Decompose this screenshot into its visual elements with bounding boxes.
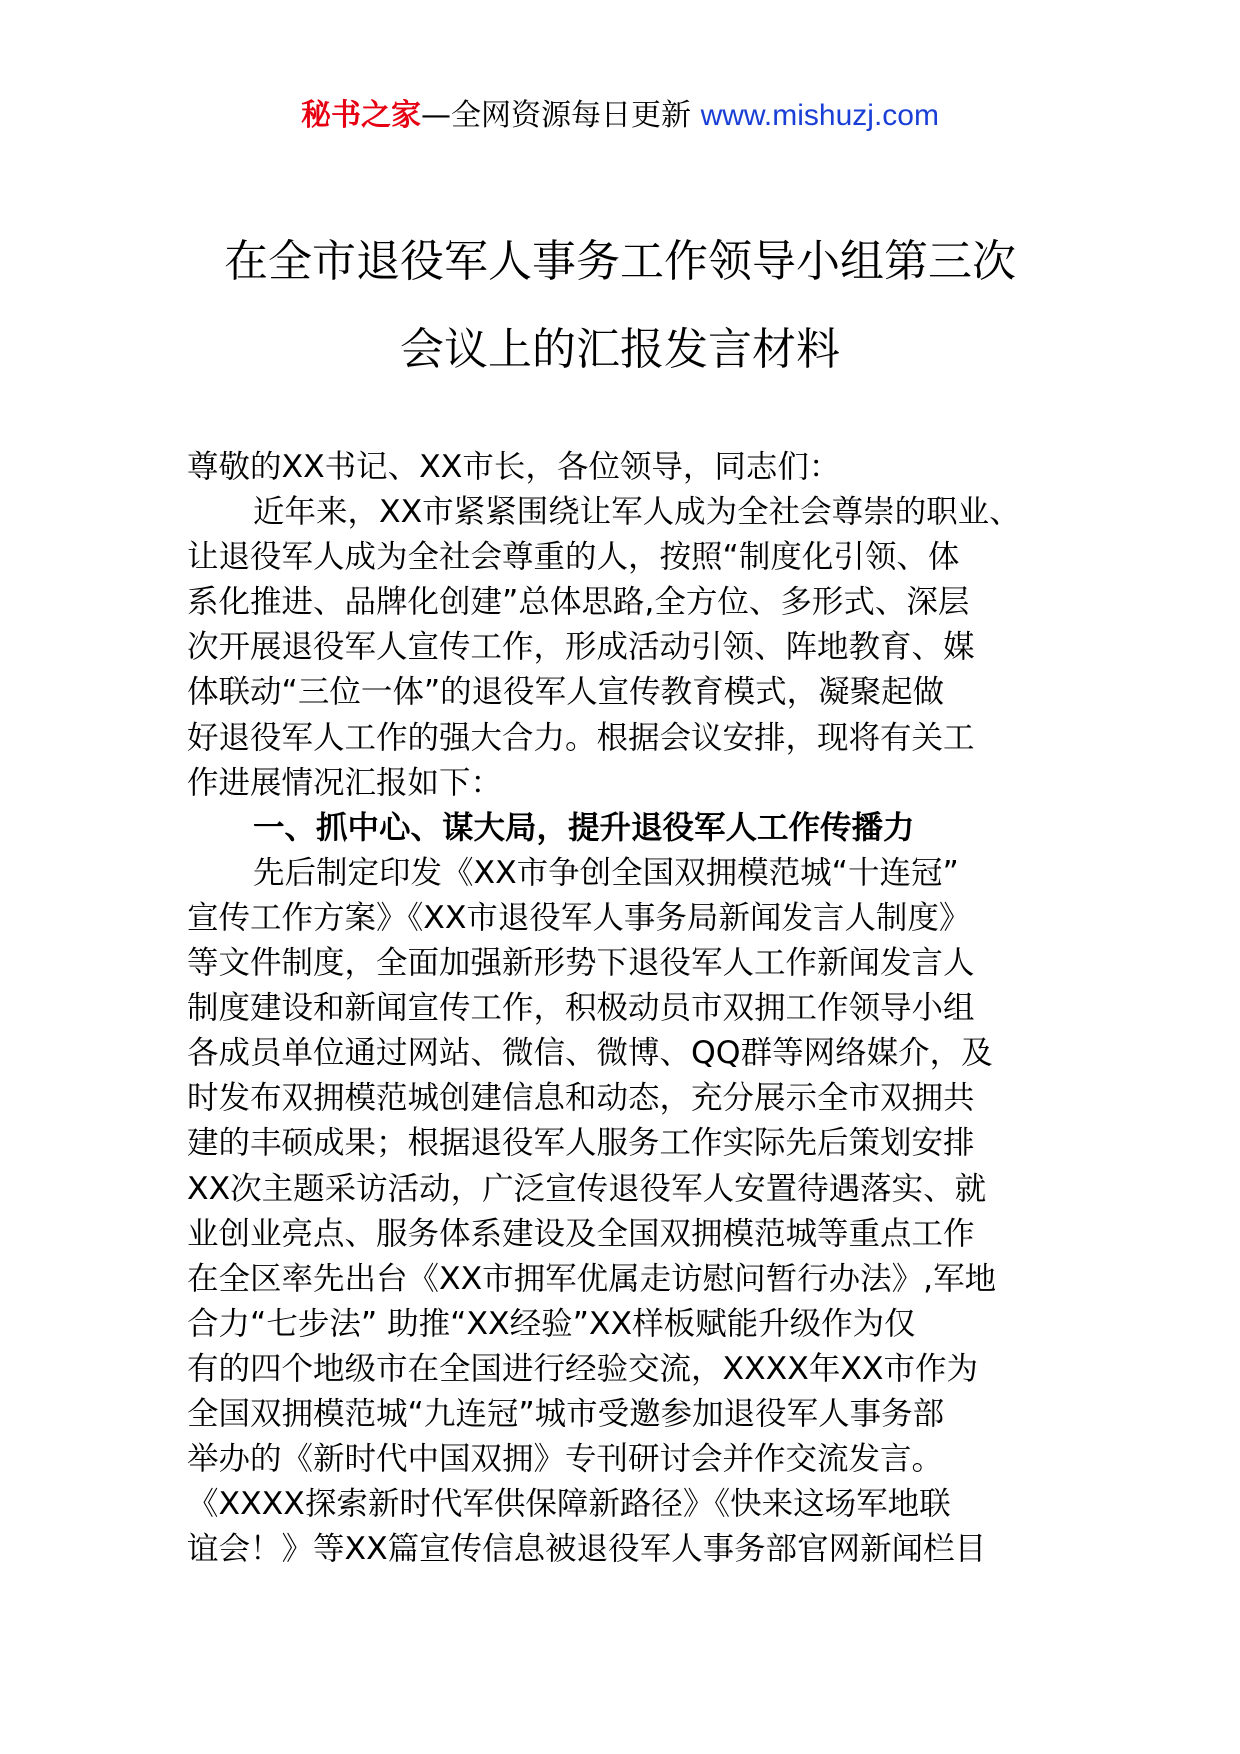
paragraph-line: 各成员单位通过网站、微信、微博、QQ群等网络媒介，及 [187, 1035, 993, 1072]
header-tagline: —全网资源每日更新 [421, 98, 701, 133]
paragraph-line: 好退役军人工作的强大合力。根据会议安排，现将有关工 [187, 719, 975, 756]
paragraph-line: 举办的《新时代中国双拥》专刊研讨会并作交流发言。 [187, 1441, 944, 1478]
paragraph-line: 作进展情况汇报如下： [187, 764, 503, 801]
paragraph-line: 先后制定印发《XX市争创全国双拥模范城“十连冠” [253, 854, 959, 891]
paragraph-line: 全国双拥模范城“九连冠”城市受邀参加退役军人事务部 [187, 1395, 945, 1432]
paragraph-line: 时发布双拥模范城创建信息和动态，充分展示全市双拥共 [187, 1080, 975, 1117]
paragraph-line: 制度建设和新闻宣传工作，积极动员市双拥工作领导小组 [187, 990, 975, 1027]
paragraph-line: 有的四个地级市在全国进行经验交流，XXXX年XX市作为 [187, 1350, 978, 1387]
salutation: 尊敬的XX书记、XX市长，各位领导，同志们： [187, 449, 841, 485]
paragraph-line: 系化推进、品牌化创建”总体思路,全方位、多形式、深层 [187, 584, 970, 621]
site-header [0, 96, 1240, 136]
document-body [187, 445, 1067, 1572]
paragraph-line: 等文件制度，全面加强新形势下退役军人工作新闻发言人 [187, 945, 975, 982]
title-line-1: 在全市退役军人事务工作领导小组第三次 [224, 236, 1016, 287]
paragraph-line: 在全区率先出台《XX市拥军优属走访慰问暂行办法》,军地 [187, 1260, 997, 1297]
paragraph-line: 《XXXX探索新时代军供保障新路径》《快来这场军地联 [187, 1486, 951, 1523]
section-heading: 一、抓中心、谋大局，提升退役军人工作传播力 [253, 809, 915, 846]
paragraph-line: 合力“七步法” 助推“XX经验”XX样板赋能升级作为仅 [187, 1305, 916, 1342]
site-url-link[interactable]: www.mishuzj.com [700, 99, 939, 132]
paragraph-line: 体联动“三位一体”的退役军人宣传教育模式，凝聚起做 [187, 674, 945, 711]
paragraph-line: XX次主题采访活动，广泛宣传退役军人安置待遇落实、就 [187, 1170, 987, 1207]
paragraph-line: 谊会！》等XX篇宣传信息被退役军人事务部官网新闻栏目 [187, 1531, 987, 1568]
paragraph-line: 让退役军人成为全社会尊重的人，按照“制度化引领、体 [187, 539, 960, 576]
paragraph-line: 近年来，XX市紧紧围绕让军人成为全社会尊崇的职业、 [253, 494, 1021, 531]
document-title [0, 218, 1240, 394]
paragraph-line: 宣传工作方案》《XX市退役军人事务局新闻发言人制度》 [187, 899, 971, 936]
paragraph-line: 次开展退役军人宣传工作，形成活动引领、阵地教育、媒 [187, 629, 975, 666]
brand-name: 秘书之家 [301, 98, 422, 133]
title-line-2: 会议上的汇报发言材料 [400, 324, 840, 375]
paragraph-line: 建的丰硕成果；根据退役军人服务工作实际先后策划安排 [187, 1125, 975, 1162]
paragraph-line: 业创业亮点、服务体系建设及全国双拥模范城等重点工作 [187, 1215, 975, 1252]
